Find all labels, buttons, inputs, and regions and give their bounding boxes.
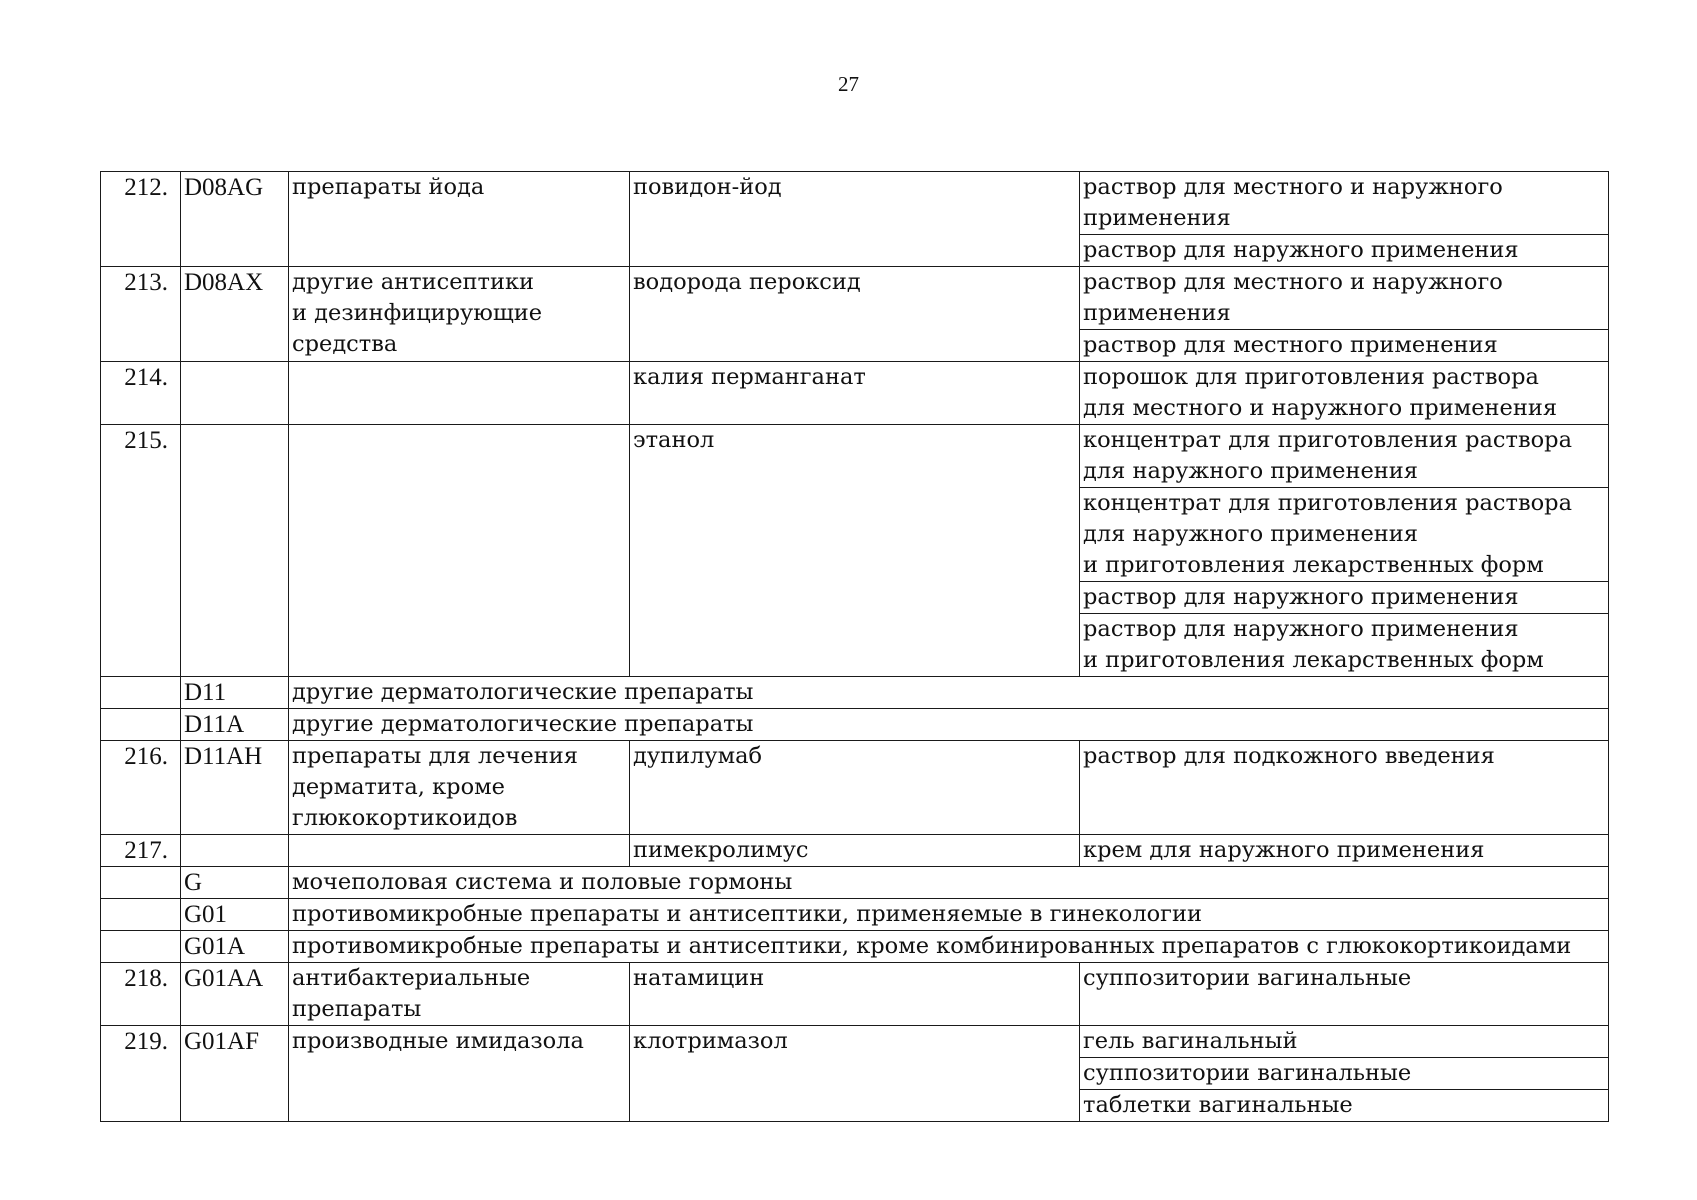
drug-list-table-body [101, 172, 1609, 1122]
dosage-form-cell: раствор для наружного применения [1080, 235, 1609, 267]
table-row [101, 172, 1609, 235]
atc-code-cell: D11AH [181, 741, 289, 835]
atc-group-cell: препараты йода [289, 172, 630, 267]
drug-name-cell: клотримазол [630, 1026, 1080, 1122]
table-row [101, 741, 1609, 835]
table-row [101, 899, 1609, 931]
table-row [101, 931, 1609, 963]
table-row [101, 362, 1609, 425]
dosage-form-cell: крем для наружного применения [1080, 835, 1609, 867]
atc-code-cell: G01 [181, 899, 289, 931]
atc-code-cell: G01AF [181, 1026, 289, 1122]
drug-name-cell: калия перманганат [630, 362, 1080, 425]
dosage-form-cell: раствор для местного применения [1080, 330, 1609, 362]
atc-group-cell [289, 425, 630, 677]
drug-list-table [100, 171, 1609, 1122]
row-number-cell: 213. [101, 267, 181, 362]
row-number-cell: 218. [101, 963, 181, 1026]
atc-group-cell [289, 362, 630, 425]
page-number: 27 [838, 72, 859, 96]
dosage-form-cell: раствор для местного и наружного применения [1080, 267, 1609, 330]
table-row [101, 1026, 1609, 1058]
row-number-cell [101, 931, 181, 963]
atc-group-cell: препараты для лечения дерматита, кроме глюкокортикоидов [289, 741, 630, 835]
row-number-cell [101, 899, 181, 931]
drug-list-table-container [100, 171, 1608, 1122]
dosage-form-cell: раствор для наружного применения и приготовления лекарственных форм [1080, 614, 1609, 677]
dosage-form-cell: концентрат для приготовления раствора для наружного применения [1080, 425, 1609, 488]
atc-group-cell [289, 835, 630, 867]
table-row [101, 677, 1609, 709]
drug-name-cell: этанол [630, 425, 1080, 677]
dosage-form-cell: гель вагинальный [1080, 1026, 1609, 1058]
atc-code-cell: D08AG [181, 172, 289, 267]
atc-code-cell [181, 362, 289, 425]
table-row [101, 425, 1609, 488]
dosage-form-cell: суппозитории вагинальные [1080, 1058, 1609, 1090]
drug-name-cell: водорода пероксид [630, 267, 1080, 362]
dosage-form-cell: раствор для наружного применения [1080, 582, 1609, 614]
atc-code-cell: D11 [181, 677, 289, 709]
atc-group-cell: противомикробные препараты и антисептики, применяемые в гинекологии [289, 899, 1609, 931]
row-number-cell [101, 677, 181, 709]
atc-code-cell: D08AX [181, 267, 289, 362]
drug-name-cell: натамицин [630, 963, 1080, 1026]
atc-group-cell: производные имидазола [289, 1026, 630, 1122]
atc-group-cell: антибактериальные препараты [289, 963, 630, 1026]
drug-name-cell: дупилумаб [630, 741, 1080, 835]
atc-group-cell: другие дерматологические препараты [289, 709, 1609, 741]
table-row [101, 709, 1609, 741]
row-number-cell: 212. [101, 172, 181, 267]
dosage-form-cell: порошок для приготовления раствора для местного и наружного применения [1080, 362, 1609, 425]
dosage-form-cell: суппозитории вагинальные [1080, 963, 1609, 1026]
atc-code-cell: D11A [181, 709, 289, 741]
dosage-form-cell: таблетки вагинальные [1080, 1090, 1609, 1122]
dosage-form-cell: раствор для местного и наружного применения [1080, 172, 1609, 235]
table-row [101, 835, 1609, 867]
atc-code-cell [181, 425, 289, 677]
dosage-form-cell: концентрат для приготовления раствора для наружного применения и приготовления лекарственных форм [1080, 488, 1609, 582]
atc-group-cell: другие антисептики и дезинфицирующие средства [289, 267, 630, 362]
drug-name-cell: повидон-йод [630, 172, 1080, 267]
row-number-cell [101, 709, 181, 741]
row-number-cell: 214. [101, 362, 181, 425]
atc-group-cell: противомикробные препараты и антисептики, кроме комбинированных препаратов с глюкокортикоидами [289, 931, 1609, 963]
table-row [101, 963, 1609, 1026]
row-number-cell [101, 867, 181, 899]
row-number-cell: 216. [101, 741, 181, 835]
atc-code-cell: G01A [181, 931, 289, 963]
drug-name-cell: пимекролимус [630, 835, 1080, 867]
row-number-cell: 217. [101, 835, 181, 867]
atc-group-cell: мочеполовая система и половые гормоны [289, 867, 1609, 899]
row-number-cell: 215. [101, 425, 181, 677]
table-row [101, 267, 1609, 330]
dosage-form-cell: раствор для подкожного введения [1080, 741, 1609, 835]
atc-code-cell: G01AA [181, 963, 289, 1026]
row-number-cell: 219. [101, 1026, 181, 1122]
atc-code-cell: G [181, 867, 289, 899]
atc-group-cell: другие дерматологические препараты [289, 677, 1609, 709]
atc-code-cell [181, 835, 289, 867]
table-row [101, 867, 1609, 899]
